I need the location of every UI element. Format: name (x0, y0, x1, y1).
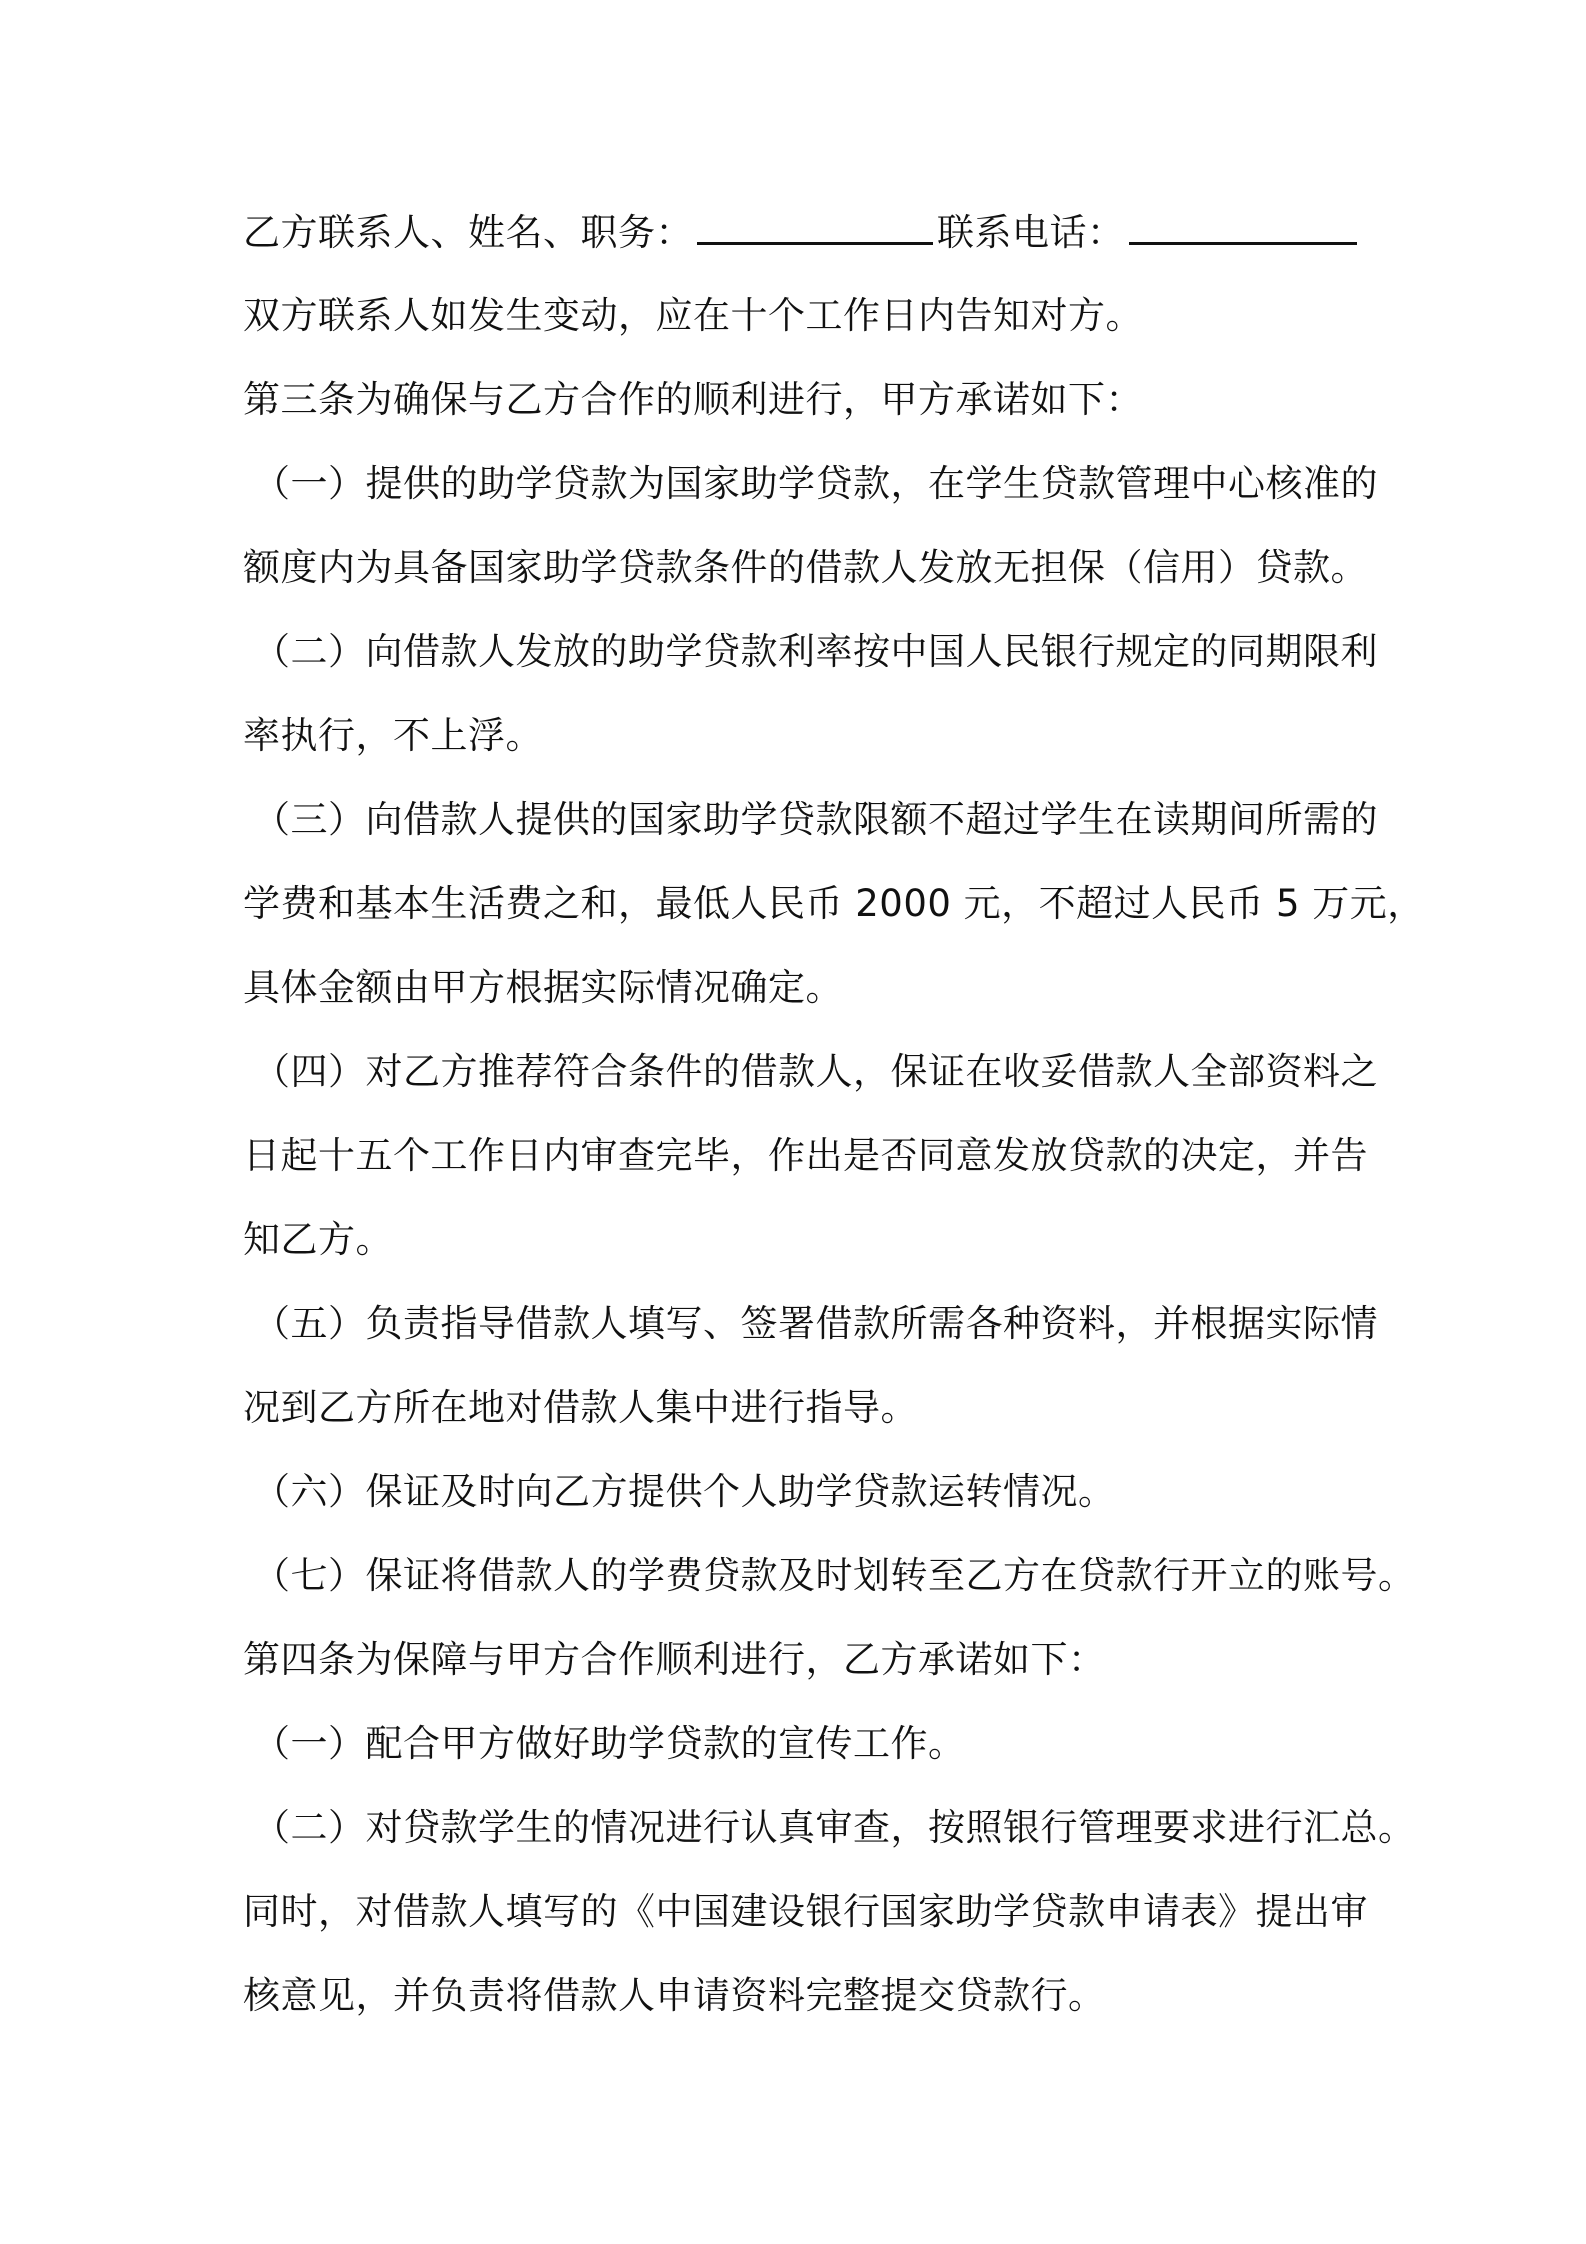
paragraph-line: 额度内为具备国家助学贷款条件的借款人发放无担保（信用）贷款。 (243, 546, 1368, 589)
paragraph-line: （一）提供的助学贷款为国家助学贷款，在学生贷款管理中心核准的 (253, 462, 1378, 505)
paragraph-line: 日起十五个工作日内审查完毕，作出是否同意发放贷款的决定，并告 (243, 1134, 1368, 1177)
paragraph-line: （四）对乙方推荐符合条件的借款人，保证在收妥借款人全部资料之 (253, 1050, 1378, 1093)
paragraph-line: （一）配合甲方做好助学贷款的宣传工作。 (253, 1722, 966, 1765)
paragraph-line: （二）向借款人发放的助学贷款利率按中国人民银行规定的同期限利 (253, 630, 1378, 673)
phone-blank (1129, 202, 1357, 245)
paragraph-line: （三）向借款人提供的国家助学贷款限额不超过学生在读期间所需的 (253, 798, 1378, 841)
paragraph-line: 同时，对借款人填写的《中国建设银行国家助学贷款申请表》提出审 (243, 1890, 1368, 1933)
paragraph-line: 率执行，不上浮。 (243, 714, 543, 757)
paragraph-line: 核意见，并负责将借款人申请资料完整提交贷款行。 (243, 1974, 1106, 2017)
paragraph-line: （七）保证将借款人的学费贷款及时划转至乙方在贷款行开立的账号。 (253, 1554, 1416, 1597)
document-page (243, 202, 1425, 2050)
contact-name-blank (697, 202, 933, 245)
paragraph-line: 双方联系人如发生变动，应在十个工作日内告知对方。 (243, 294, 1143, 337)
contact-line (243, 202, 1373, 286)
contact-label: 乙方联系人、姓名、职务： (243, 211, 693, 254)
phone-label: 联系电话： (937, 211, 1125, 254)
paragraph-line: （二）对贷款学生的情况进行认真审查，按照银行管理要求进行汇总。 (253, 1806, 1416, 1849)
paragraph-line: 具体金额由甲方根据实际情况确定。 (243, 966, 843, 1009)
paragraph-line: 学费和基本生活费之和，最低人民币 2000 元，不超过人民币 5 万元， (243, 882, 1425, 925)
article-four-heading: 第四条为保障与甲方合作顺利进行，乙方承诺如下： (243, 1638, 1106, 1681)
paragraph-line: （五）负责指导借款人填写、签署借款所需各种资料，并根据实际情 (253, 1302, 1378, 1345)
paragraph-line: 况到乙方所在地对借款人集中进行指导。 (243, 1386, 918, 1429)
paragraph-line: （六）保证及时向乙方提供个人助学贷款运转情况。 (253, 1470, 1116, 1513)
paragraph-line: 知乙方。 (243, 1218, 393, 1261)
article-three-heading: 第三条为确保与乙方合作的顺利进行，甲方承诺如下： (243, 378, 1143, 421)
